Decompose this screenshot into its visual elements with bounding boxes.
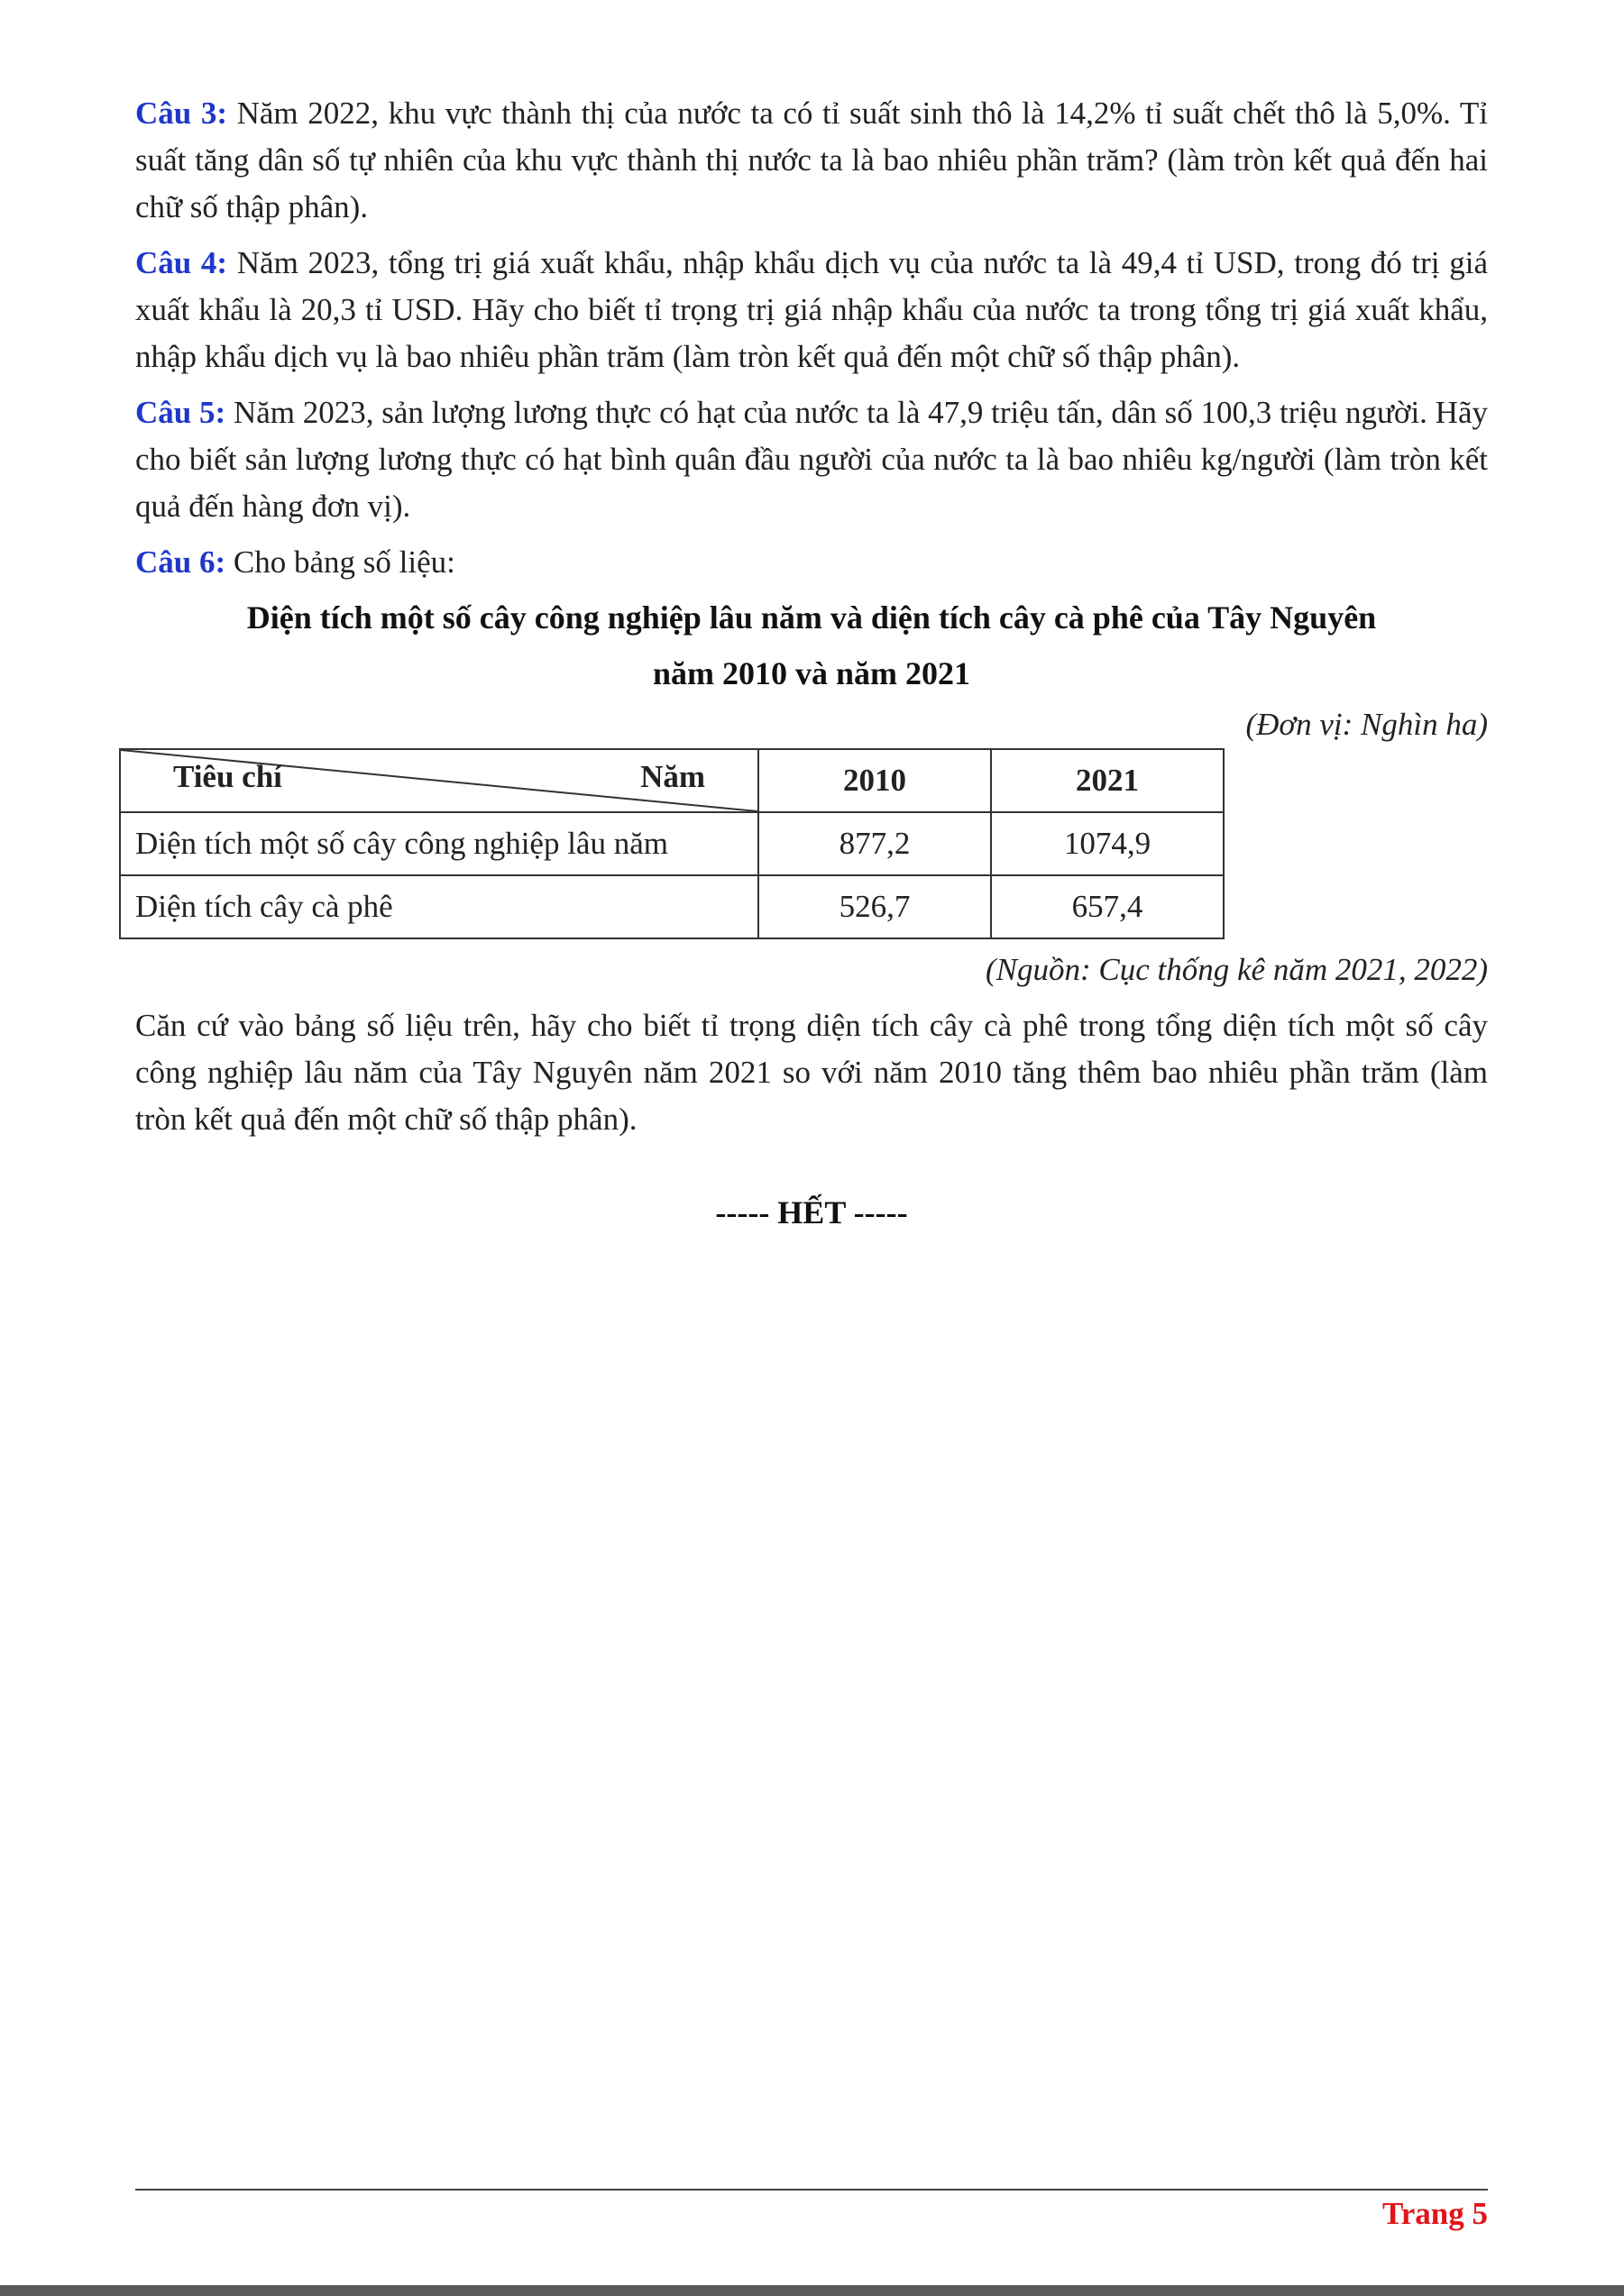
row-label: Diện tích cây cà phê bbox=[120, 875, 758, 938]
row-label: Diện tích một số cây công nghiệp lâu năm bbox=[120, 812, 758, 875]
table-header-row bbox=[120, 749, 1224, 812]
cell-value: 657,4 bbox=[991, 875, 1224, 938]
table-title-line-1: Diện tích một số cây công nghiệp lâu năm và diện tích cây cà phê của Tây Nguyên bbox=[246, 599, 1377, 636]
question-6-body: Căn cứ vào bảng số liệu trên, hãy cho biết tỉ trọng diện tích cây cà phê trong tổng diện tích một số cây công nghiệp lâu năm của Tây Nguyên năm 2021 so với năm 2010 tăng thêm bao nhiêu phần trăm (làm tròn kết quả đến một chữ số thập phân). bbox=[135, 1008, 1488, 1137]
question-text: Năm 2022, khu vực thành thị của nước ta có tỉ suất sinh thô là 14,2% tỉ suất chết thô là 5,0%. Tỉ suất tăng dân số tự nhiên của khu vực thành thị nước ta là bao nhiêu phần trăm? (làm tròn kết quả đến hai chữ số thập phân). bbox=[135, 96, 1488, 224]
header-year-2021: 2021 bbox=[991, 749, 1224, 812]
header-criteria: Tiêu chí bbox=[173, 759, 282, 794]
question-5 bbox=[135, 389, 1488, 530]
question-label: Câu 3: bbox=[135, 96, 227, 131]
question-text: Năm 2023, tổng trị giá xuất khẩu, nhập khẩu dịch vụ của nước ta là 49,4 tỉ USD, trong đó trị giá xuất khẩu là 20,3 tỉ USD. Hãy cho biết tỉ trọng trị giá nhập khẩu của nước ta trong tổng trị giá xuất khẩu, nhập khẩu dịch vụ là bao nhiêu phần trăm (làm tròn kết quả đến một chữ số thập phân). bbox=[135, 245, 1488, 374]
diagonal-header-cell bbox=[120, 749, 758, 812]
end-mark: ----- HẾT ----- bbox=[715, 1194, 908, 1230]
footer-divider bbox=[135, 2189, 1488, 2191]
question-label: Câu 4: bbox=[135, 245, 228, 280]
header-year-2010: 2010 bbox=[758, 749, 991, 812]
table-row bbox=[120, 812, 1224, 875]
question-6 bbox=[135, 539, 1488, 586]
question-text: Năm 2023, sản lượng lương thực có hạt của nước ta là 47,9 triệu tấn, dân số 100,3 triệu người. Hãy cho biết sản lượng lương thực có hạt bình quân đầu người của nước ta là bao nhiêu kg/người (làm tròn kết quả đến hàng đơn vị). bbox=[135, 395, 1488, 524]
table-row bbox=[120, 875, 1224, 938]
question-label: Câu 6: bbox=[135, 544, 226, 580]
page-number: Trang 5 bbox=[1382, 2196, 1488, 2231]
table-unit: (Đơn vị: Nghìn ha) bbox=[1245, 707, 1488, 742]
header-year: Năm bbox=[640, 759, 705, 794]
bottom-edge bbox=[0, 2285, 1624, 2296]
data-table bbox=[119, 748, 1225, 939]
question-3 bbox=[135, 90, 1488, 231]
table-title-line-2: năm 2010 và năm 2021 bbox=[652, 655, 971, 691]
cell-value: 877,2 bbox=[758, 812, 991, 875]
table-title bbox=[135, 590, 1488, 701]
question-text: Cho bảng số liệu: bbox=[225, 544, 455, 580]
cell-value: 1074,9 bbox=[991, 812, 1224, 875]
page-content bbox=[135, 90, 1488, 1231]
question-4 bbox=[135, 240, 1488, 380]
cell-value: 526,7 bbox=[758, 875, 991, 938]
table-source: (Nguồn: Cục thống kê năm 2021, 2022) bbox=[985, 952, 1488, 987]
question-label: Câu 5: bbox=[135, 395, 226, 430]
